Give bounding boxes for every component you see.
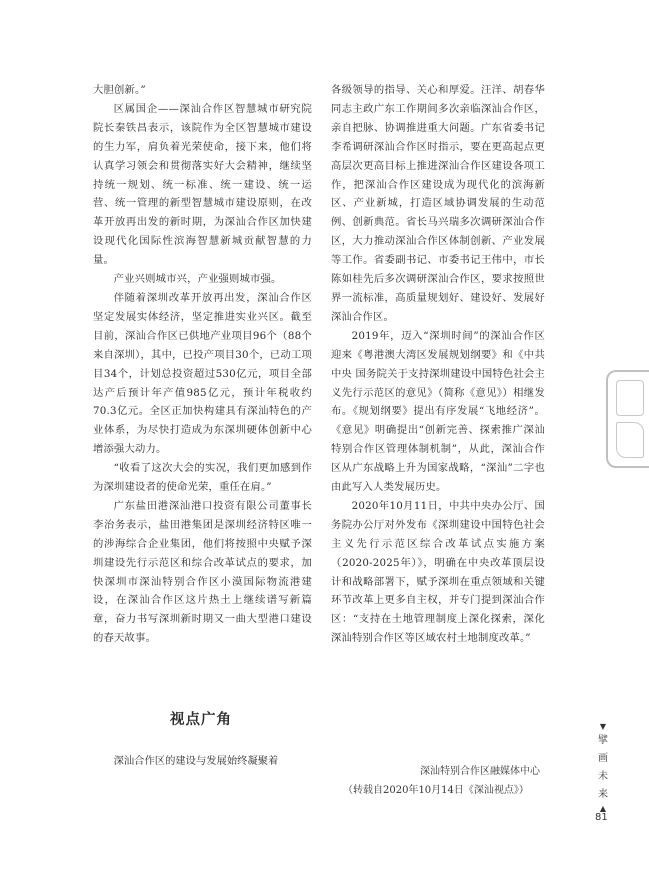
section-title: 视点广角 — [170, 712, 232, 728]
nav-char: 未 — [598, 771, 608, 782]
right-column — [331, 81, 545, 648]
nav-char: 擘 — [598, 735, 608, 746]
credit-source: （转载自2020年10月14日《深汕视点》） — [343, 785, 529, 796]
paragraph: 伴随着深圳改革开放再出发，深汕合作区坚定发展实体经济，坚定推进实业兴区。截至目前，深汕合作区已供地产业项目96个（88个来自深圳），其中，已投产项目30个，已动工项目34个，计划总投资超过530亿元，项目全部达产后预计年产值985亿元，预计年税收约70.3亿元。全区正加快构建具有深汕特色的产业体系，为尽快打造成为东深圳硬体创新中心增添强大动力。 — [93, 291, 312, 456]
paragraph: 产业兴则城市兴，产业强则城市强。 — [113, 273, 282, 286]
paragraph: 各级领导的指导、关心和厚爱。汪洋、胡春华同志主政广东工作期间多次亲临深汕合作区，亲自把脉、协调推进重大问题。广东省委书记李希调研深汕合作区时指示，要在更高起点更高层次更高目标上推进深汕合作区建设各项工作，把深汕合作区建设成为现代化的滨海新区、产业新城，打造区域协调发展的生动范例、创新典范。省长马兴瑞多次调研深汕合作区，大力推动深汕合作区体制创新、产业发展等工作。省委副书记、市委书记王伟中，市长陈如桂先后多次调研深汕合作区，要求按照世界一流标准，高质量规划好、建设好、发展好深汕合作区。 — [331, 84, 545, 323]
paragraph: 2020年10月11日，中共中央办公厅、国务院办公厅对外发布《深圳建设中国特色社会主义先行示范区综合改革试点实施方案（2020-2025年）》，明确在中央改革顶层设计和战略部署下，赋予深圳在重点领域和关键环节改革上更多自主权，并专门提到深汕合作区：“支持在土地管理制度上深化探索，深化深汕特别合作区等区域农村土地制度改革。” — [331, 499, 545, 645]
paragraph: 2019年，迈入“深圳时间”的深汕合作区迎来《粤港澳大湾区发展规划纲要》和《中共中央 国务院关于支持深圳建设中国特色社会主义先行示范区的意见》（简称《意见》）相继发布。《规划纲要》提出有序发展“飞地经济”。《意见》明确提出“创新完善、探索推广深汕特别合作区管理体制机制”，从此，深汕合作区从广东战略上升为国家战略，“深汕”二字也由此写入人类发展历史。 — [331, 329, 545, 494]
left-column — [93, 81, 312, 648]
credit-organization: 深汕特别合作区融媒体中心 — [420, 766, 540, 777]
page-number: 81 — [595, 812, 608, 823]
section-nav — [594, 722, 612, 814]
paragraph: 深汕合作区的建设与发展始终凝聚着 — [113, 755, 279, 767]
triangle-down-icon: ▼ — [599, 722, 607, 731]
seal-glyph-icon — [616, 422, 644, 458]
nav-char: 画 — [598, 753, 608, 764]
paragraph: 大胆创新。” — [93, 84, 146, 96]
triangle-up-icon: ▲ — [599, 804, 607, 813]
paragraph: 广东盐田港深汕港口投资有限公司董事长李治务表示，盐田港集团是深圳经济特区唯一的涉海综合企业集团，他们将按照中央赋予深圳建设先行示范区和综合改革试点的要求，加快深圳市深汕特别合作区小漠国际物流港建设，在深汕合作区这片热土上继续谱写新篇章，奋力书写深圳新时期又一曲大型港口建设的春天故事。 — [93, 499, 312, 645]
nav-char: 来 — [598, 789, 608, 800]
seal-logo-icon — [606, 370, 649, 468]
paragraph: 区属国企——深汕合作区智慧城市研究院院长秦铁昌表示，该院作为全区智慧城市建设的生力军，肩负着光荣使命，接下来，他们将认真学习领会和贯彻落实好大会精神，继续坚持统一规划、统一标准、统一建设、统一运营、统一管理的新型智慧城市建设原则，在改革开放再出发的新时期，为深汕合作区加快建设现代化国际性滨海智慧新城贡献智慧的力量。 — [93, 102, 312, 267]
seal-glyph-icon — [616, 380, 644, 416]
paragraph: “收看了这次大会的实况，我们更加感到作为深圳建设者的使命光荣，重任在肩。” — [93, 462, 312, 494]
